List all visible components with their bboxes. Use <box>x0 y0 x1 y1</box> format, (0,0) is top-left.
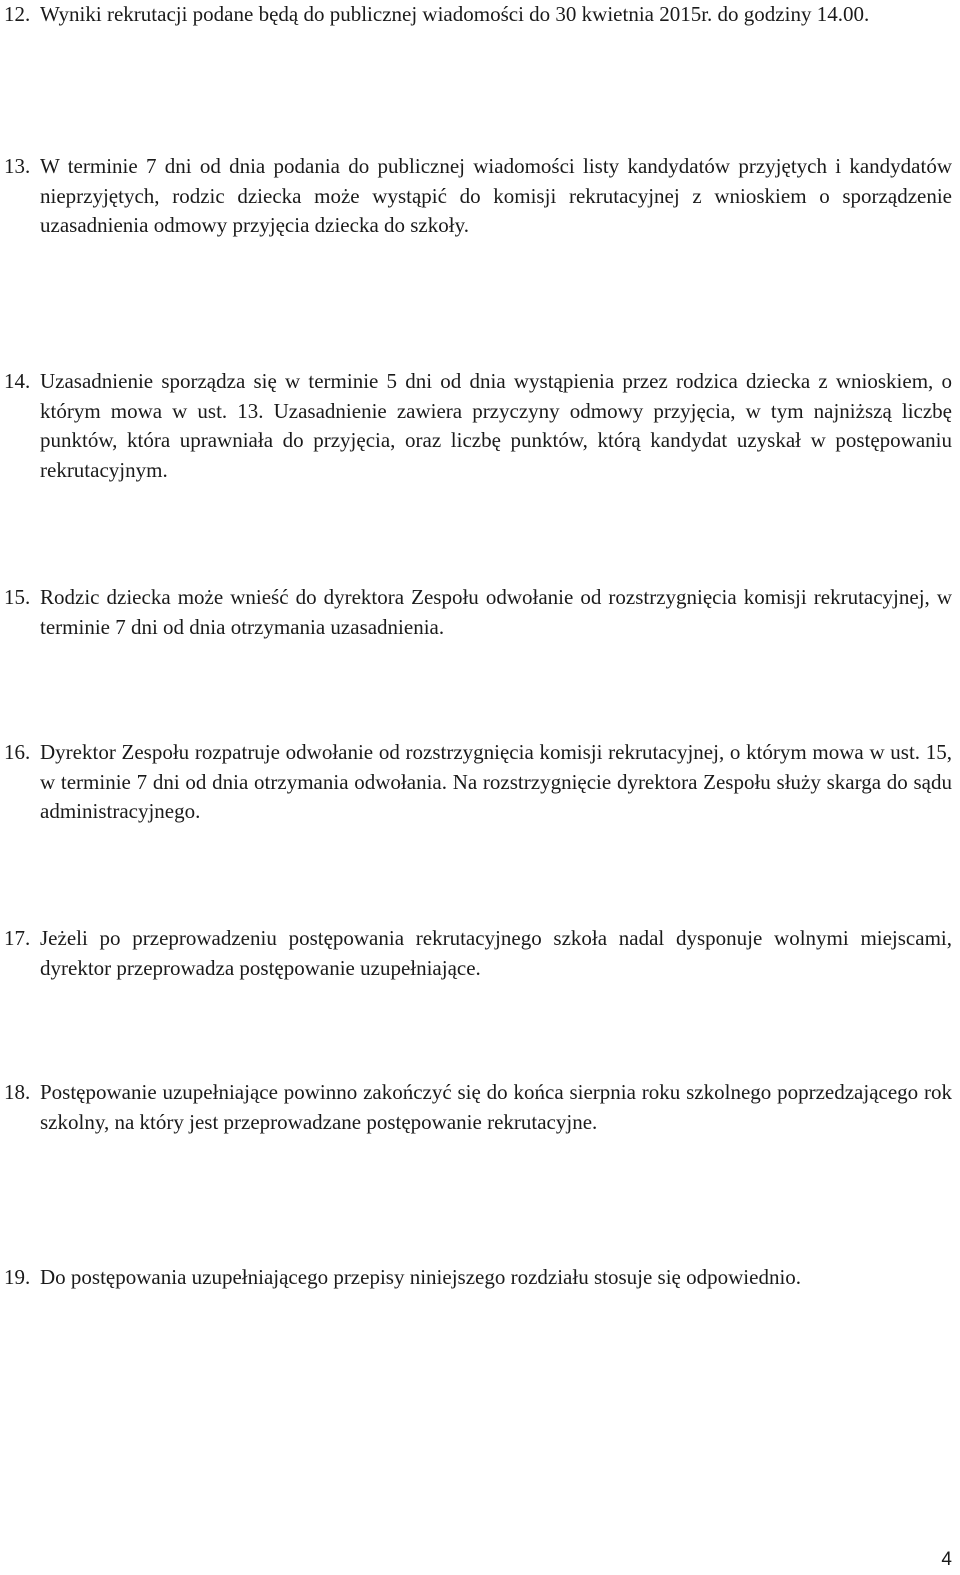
item-number: 15. <box>4 585 31 609</box>
item-text: Jeżeli po przeprowadzeniu postępowania rekrutacyjnego szkoła nadal dysponuje wolnymi miejscami, dyrektor przeprowadza postępowanie uzupełniające. <box>40 926 952 980</box>
list-item <box>4 738 952 827</box>
page-number: 4 <box>941 1549 952 1570</box>
item-number: 14. <box>4 369 31 393</box>
list-item <box>4 924 952 983</box>
item-number: 18. <box>4 1080 31 1104</box>
item-number: 16. <box>4 740 31 764</box>
list-item <box>4 1263 952 1293</box>
item-text: Postępowanie uzupełniające powinno zakończyć się do końca sierpnia roku szkolnego poprzedzającego rok szkolny, na który jest przeprowadzane postępowanie rekrutacyjne. <box>40 1080 952 1134</box>
item-number: 12. <box>4 2 31 26</box>
item-text: W terminie 7 dni od dnia podania do publicznej wiadomości listy kandydatów przyjętych i kandydatów nieprzyjętych, rodzic dziecka może wystąpić do komisji rekrutacyjnej z wnioskiem o sporządzenie uzasadnienia odmowy przyjęcia dziecka do szkoły. <box>40 154 952 237</box>
item-text: Wyniki rekrutacji podane będą do publicznej wiadomości do 30 kwietnia 2015r. do godziny 14.00. <box>40 2 870 26</box>
item-number: 13. <box>4 154 31 178</box>
item-number: 19. <box>4 1265 31 1289</box>
list-item <box>4 1078 952 1137</box>
item-text: Dyrektor Zespołu rozpatruje odwołanie od rozstrzygnięcia komisji rekrutacyjnej, o którym mowa w ust. 15, w terminie 7 dni od dnia otrzymania odwołania. Na rozstrzygnięcie dyrektora Zespołu służy skarga do sądu administracyjnego. <box>40 740 952 823</box>
item-text: Uzasadnienie sporządza się w terminie 5 dni od dnia wystąpienia przez rodzica dziecka z wnioskiem, o którym mowa w ust. 13. Uzasadnienie zawiera przyczyny odmowy przyjęcia, w tym najniższą liczbę punktów, która uprawniała do przyjęcia, oraz liczbę punktów, którą kandydat uzyskał w postępowaniu rekrutacyjnym. <box>40 369 952 482</box>
item-text: Do postępowania uzupełniającego przepisy niniejszego rozdziału stosuje się odpowiednio. <box>40 1265 802 1289</box>
list-item <box>4 367 952 485</box>
item-text: Rodzic dziecka może wnieść do dyrektora Zespołu odwołanie od rozstrzygnięcia komisji rekrutacyjnej, w terminie 7 dni od dnia otrzymania uzasadnienia. <box>40 585 952 639</box>
list-item <box>4 152 952 241</box>
item-number: 17. <box>4 926 31 950</box>
list-item <box>4 0 952 30</box>
list-item <box>4 583 952 642</box>
